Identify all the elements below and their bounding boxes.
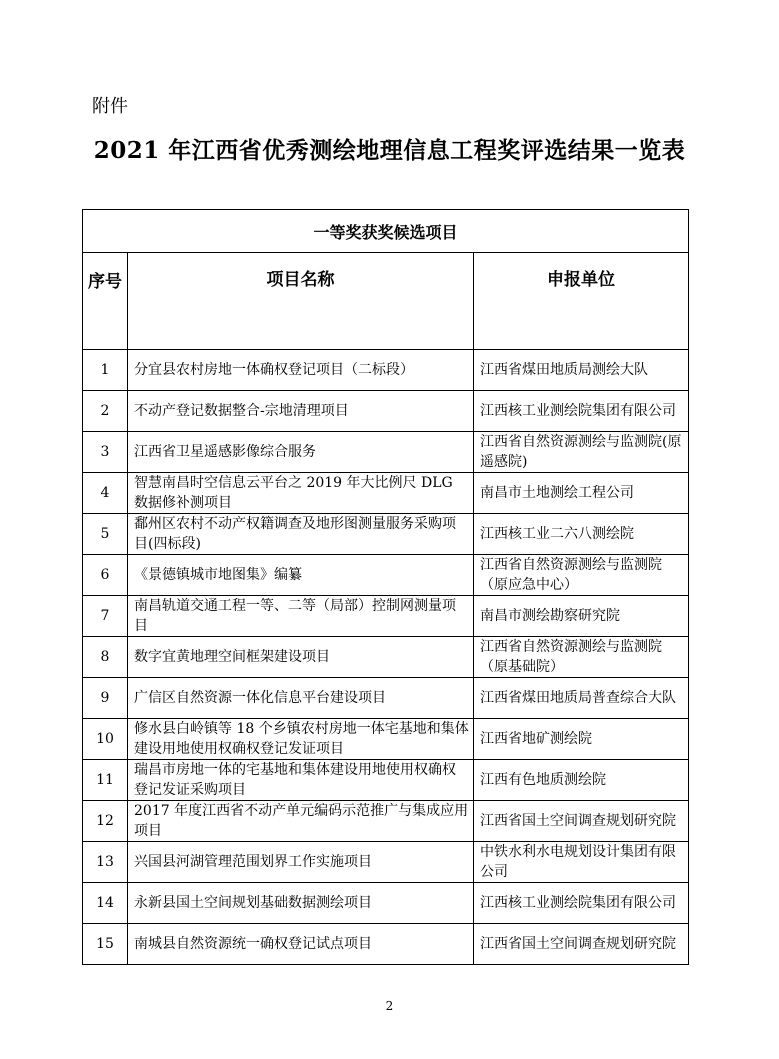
results-table <box>82 209 689 965</box>
row-project-name: 《景德镇城市地图集》编纂 <box>128 555 474 596</box>
row-project-name: 智慧南昌时空信息云平台之 2019 年大比例尺 DLG 数据修补测项目 <box>128 473 474 514</box>
table-row <box>83 883 689 924</box>
header-applicant-unit: 申报单位 <box>474 253 689 350</box>
row-number: 6 <box>83 555 128 596</box>
row-project-name: 南城县自然资源统一确权登记试点项目 <box>128 924 474 965</box>
row-project-name: 永新县国土空间规划基础数据测绘项目 <box>128 883 474 924</box>
row-number: 15 <box>83 924 128 965</box>
table-row <box>83 719 689 760</box>
row-number: 12 <box>83 801 128 842</box>
row-project-name: 2017 年度江西省不动产单元编码示范推广与集成应用项目 <box>128 801 474 842</box>
table-row <box>83 350 689 391</box>
row-applicant-unit: 江西省煤田地质局普查综合大队 <box>474 678 689 719</box>
row-applicant-unit: 江西有色地质测绘院 <box>474 760 689 801</box>
row-applicant-unit: 江西核工业测绘院集团有限公司 <box>474 391 689 432</box>
row-project-name: 南昌轨道交通工程一等、二等（局部）控制网测量项目 <box>128 596 474 637</box>
row-number: 9 <box>83 678 128 719</box>
row-applicant-unit: 南昌市测绘勘察研究院 <box>474 596 689 637</box>
section-title: 一等奖获奖候选项目 <box>83 210 689 253</box>
row-applicant-unit: 江西省国土空间调查规划研究院 <box>474 924 689 965</box>
page-number: 2 <box>385 999 394 1013</box>
row-number: 2 <box>83 391 128 432</box>
row-number: 3 <box>83 432 128 473</box>
row-project-name: 瑞昌市房地一体的宅基地和集体建设用地使用权确权登记发证采购项目 <box>128 760 474 801</box>
header-number: 序号 <box>83 253 128 350</box>
row-number: 1 <box>83 350 128 391</box>
row-number: 10 <box>83 719 128 760</box>
row-number: 14 <box>83 883 128 924</box>
document-title: 2021 年江西省优秀测绘地理信息工程奖评选结果一览表 <box>93 137 686 164</box>
table-row <box>83 473 689 514</box>
row-number: 7 <box>83 596 128 637</box>
table-row <box>83 924 689 965</box>
row-applicant-unit: 江西核工业测绘院集团有限公司 <box>474 883 689 924</box>
row-applicant-unit: 江西省自然资源测绘与监测院（原应急中心） <box>474 555 689 596</box>
table-row <box>83 842 689 883</box>
table-row <box>83 391 689 432</box>
row-applicant-unit: 江西核工业二六八测绘院 <box>474 514 689 555</box>
row-applicant-unit: 江西省自然资源测绘与监测院（原基础院） <box>474 637 689 678</box>
row-number: 5 <box>83 514 128 555</box>
row-project-name: 江西省卫星遥感影像综合服务 <box>128 432 474 473</box>
table-row <box>83 678 689 719</box>
row-applicant-unit: 中铁水利水电规划设计集团有限公司 <box>474 842 689 883</box>
row-number: 4 <box>83 473 128 514</box>
table-row <box>83 432 689 473</box>
row-project-name: 修水县白岭镇等 18 个乡镇农村房地一体宅基地和集体建设用地使用权确权登记发证项目 <box>128 719 474 760</box>
row-number: 13 <box>83 842 128 883</box>
row-number: 11 <box>83 760 128 801</box>
row-number: 8 <box>83 637 128 678</box>
row-applicant-unit: 江西省地矿测绘院 <box>474 719 689 760</box>
row-project-name: 分宜县农村房地一体确权登记项目（二标段） <box>128 350 474 391</box>
table-row <box>83 637 689 678</box>
row-project-name: 数字宜黄地理空间框架建设项目 <box>128 637 474 678</box>
table-row <box>83 596 689 637</box>
row-applicant-unit: 南昌市土地测绘工程公司 <box>474 473 689 514</box>
header-project-name: 项目名称 <box>128 253 474 350</box>
table-row <box>83 514 689 555</box>
row-project-name: 广信区自然资源一体化信息平台建设项目 <box>128 678 474 719</box>
attachment-label: 附件 <box>92 96 128 117</box>
row-project-name: 兴国县河湖管理范围划界工作实施项目 <box>128 842 474 883</box>
row-applicant-unit: 江西省国土空间调查规划研究院 <box>474 801 689 842</box>
table-row <box>83 555 689 596</box>
table-row <box>83 760 689 801</box>
row-applicant-unit: 江西省煤田地质局测绘大队 <box>474 350 689 391</box>
row-project-name: 鄱州区农村不动产权籍调查及地形图测量服务采购项目(四标段) <box>128 514 474 555</box>
row-project-name: 不动产登记数据整合-宗地清理项目 <box>128 391 474 432</box>
table-row <box>83 801 689 842</box>
row-applicant-unit: 江西省自然资源测绘与监测院(原遥感院) <box>474 432 689 473</box>
